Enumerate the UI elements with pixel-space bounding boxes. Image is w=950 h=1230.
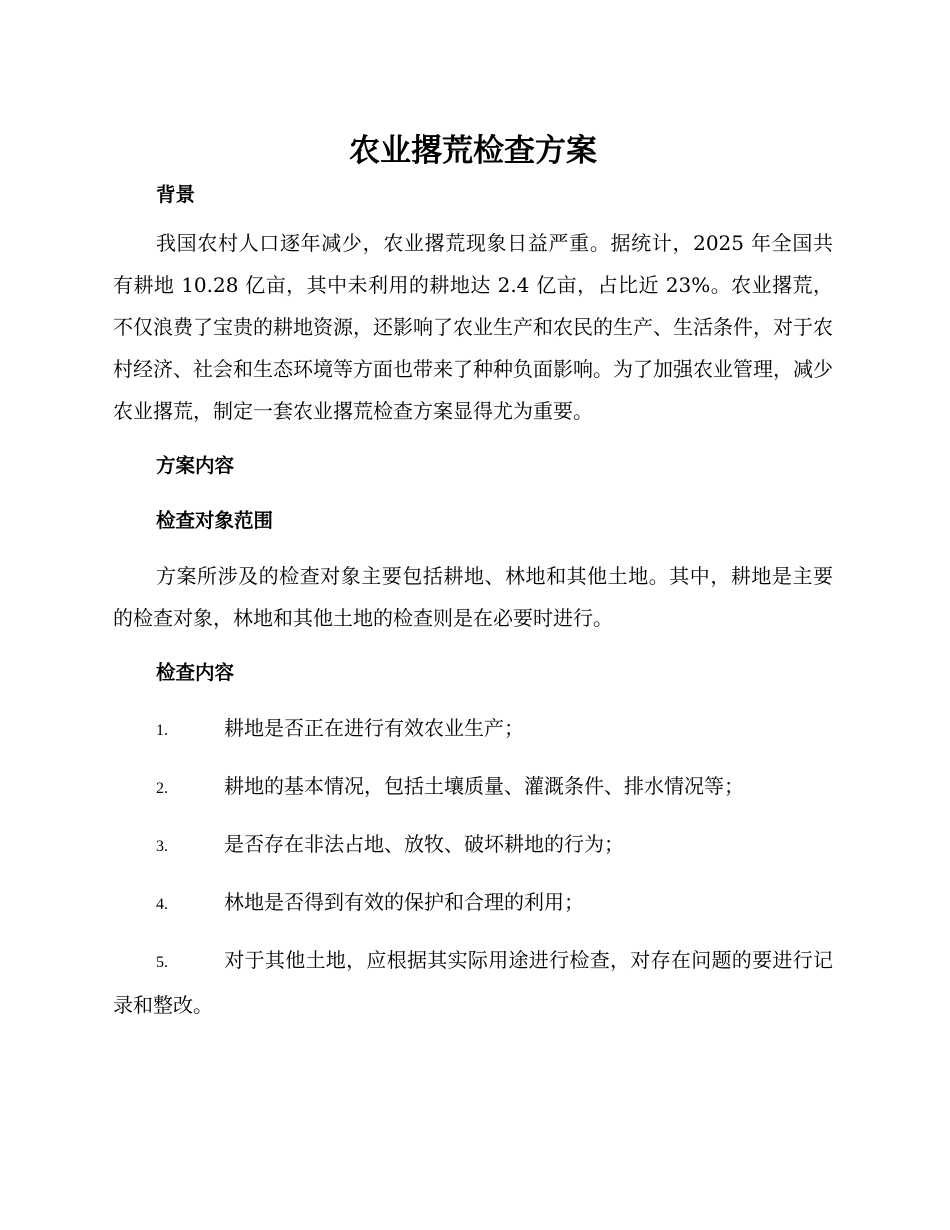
list-item-number: 3. — [156, 838, 168, 855]
section-heading-content: 检查内容 — [156, 661, 235, 684]
list-item — [113, 707, 833, 752]
list-item — [113, 939, 833, 1026]
list-item-text: 耕地是否正在进行有效农业生产； — [224, 716, 524, 740]
section-heading-plan: 方案内容 — [156, 454, 235, 477]
document-body — [113, 128, 833, 1026]
scope-paragraph: 方案所涉及的检查对象主要包括耕地、林地和其他土地。其中，耕地是主要的检查对象，林地和其他土地的检查则是在必要时进行。 — [113, 564, 833, 630]
list-item-number: 4. — [156, 896, 168, 913]
document-title: 农业撂荒检查方案 — [349, 133, 597, 169]
list-item-text: 是否存在非法占地、放牧、破坏耕地的行为； — [224, 832, 624, 856]
section-heading-background: 背景 — [156, 183, 196, 206]
list-item — [113, 881, 833, 926]
list-item-text: 对于其他土地，应根据其实际用途进行检查，对存在问题的要进行记录和整改。 — [113, 948, 833, 1017]
list-item-number: 2. — [156, 780, 168, 797]
list-item — [113, 765, 833, 810]
list-item-number: 5. — [156, 954, 168, 971]
background-paragraph: 我国农村人口逐年减少，农业撂荒现象日益严重。据统计，2025 年全国共有耕地 10.28 亿亩，其中未利用的耕地达 2.4 亿亩，占比近 23%。农业撂荒，不仅浪费了宝贵的耕地资源，还影响了农业生产和农民的生产、生活条件，对于农村经济、社会和生态环境等方面也带来了种种负面影响。为了加强农业管理，减少农业撂荒，制定一套农业撂荒检查方案显得尤为重要。 — [113, 231, 833, 423]
list-item-number: 1. — [156, 722, 168, 739]
list-item — [113, 823, 833, 868]
list-item-text: 耕地的基本情况，包括土壤质量、灌溉条件、排水情况等； — [224, 774, 744, 798]
list-item-text: 林地是否得到有效的保护和合理的利用； — [224, 890, 584, 914]
section-heading-scope: 检查对象范围 — [156, 509, 274, 532]
